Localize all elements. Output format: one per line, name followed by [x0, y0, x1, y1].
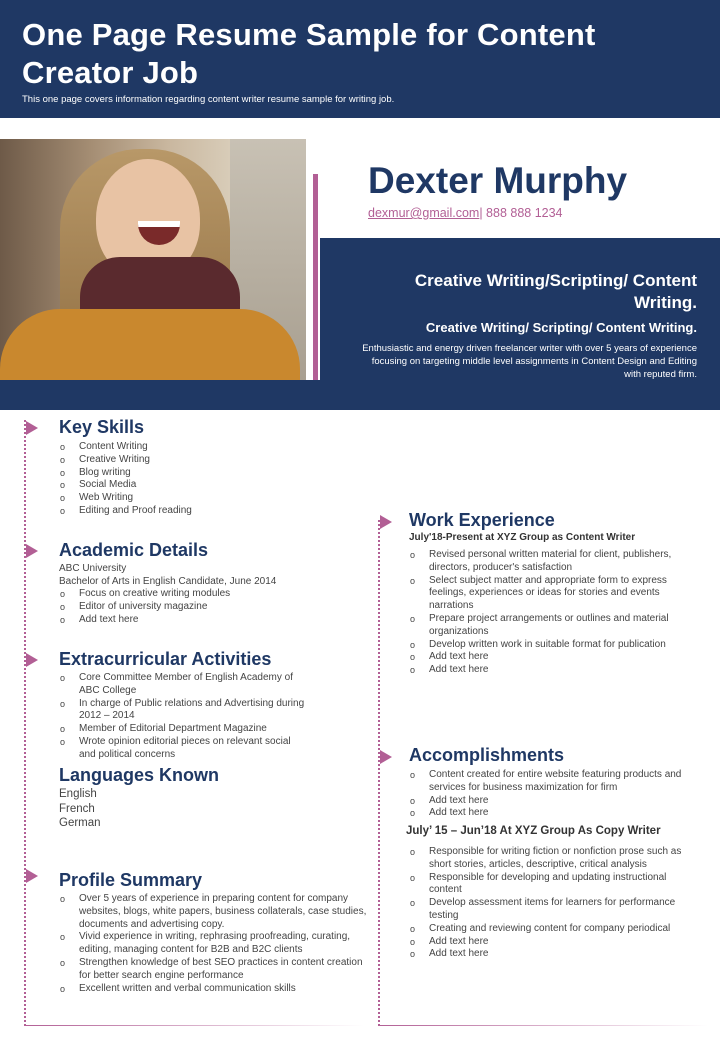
list-item: o Prepare project arrangements or outlines and material organizations	[409, 613, 699, 639]
key-skills-list	[59, 441, 359, 518]
list-item: o Add text here	[409, 936, 699, 949]
key-skills-marker-icon	[26, 421, 38, 435]
list-item: o Creative Writing	[59, 454, 359, 467]
list-item: o Editor of university magazine	[59, 601, 359, 614]
list-item: o Web Writing	[59, 492, 359, 505]
work-experience-role: July'18-Present at XYZ Group as Content Writer	[409, 532, 636, 543]
list-item: o Strengthen knowledge of best SEO practices in content creation for better search engine performance	[59, 957, 371, 983]
list-item: o Develop written work in suitable format for publication	[409, 639, 699, 652]
list-item: o Responsible for writing fiction or nonfiction prose such as short stories, articles, descriptive, critical analysis	[409, 846, 699, 872]
extracurricular-marker-icon	[26, 653, 38, 667]
list-item: o Social Media	[59, 479, 359, 492]
profile-summary-list	[59, 893, 371, 995]
academic-block	[59, 562, 359, 626]
candidate-name: Dexter Murphy	[368, 160, 628, 201]
list-item: o Over 5 years of experience in preparing content for company websites, blogs, white papers, business collaterals, case studies, documents and advertising copy.	[59, 893, 371, 931]
university: ABC University	[59, 563, 127, 574]
list-item: o In charge of Public relations and Advertising during 2012 – 2014	[59, 698, 309, 724]
languages-title: Languages Known	[59, 765, 220, 785]
extracurricular-title: Extracurricular Activities	[59, 649, 272, 669]
list-item: o Add text here	[409, 807, 699, 820]
profile-summary-marker-icon	[26, 869, 38, 883]
extracurricular-list	[59, 672, 309, 762]
accent-bar	[313, 174, 318, 380]
left-timeline	[24, 420, 26, 1026]
copywriter-role: July’ 15 – Jun’18 At XYZ Group As Copy Writer	[406, 825, 661, 837]
list-item: o Content Writing	[59, 441, 359, 454]
list-item: o Add text here	[409, 651, 699, 664]
list-item: o Vivid experience in writing, rephrasing proofreading, curating, editing, managing content for B2B and B2C clients	[59, 931, 371, 957]
degree: Bachelor of Arts in English Candidate, June 2014	[59, 576, 277, 587]
list-item: French	[59, 802, 95, 815]
list-item: o Add text here	[59, 614, 359, 627]
accomplishments-title: Accomplishments	[409, 745, 565, 765]
contact-line	[368, 206, 563, 220]
left-bottom-line	[24, 1025, 364, 1026]
academic-list	[59, 588, 359, 626]
list-item: o Blog writing	[59, 467, 359, 480]
email-link[interactable]: dexmur@gmail.com	[368, 206, 480, 220]
headline: Creative Writing/Scripting/ Content Writing.	[414, 271, 697, 312]
list-item: o Excellent written and verbal communication skills	[59, 983, 371, 996]
subheadline: Creative Writing/ Scripting/ Content Writing.	[425, 320, 697, 335]
academic-marker-icon	[26, 544, 38, 558]
page-title: One Page Resume Sample for Content Creator Job	[22, 17, 596, 90]
divider-band	[0, 380, 720, 410]
work-experience-list	[409, 549, 699, 677]
academic-title: Academic Details	[59, 540, 209, 560]
profile-photo	[0, 139, 306, 380]
list-item: o Add text here	[409, 948, 699, 961]
page-subtitle: This one page covers information regarding content writer resume sample for writing job.	[22, 94, 395, 105]
work-experience-title: Work Experience	[409, 510, 555, 530]
header-banner	[0, 0, 720, 118]
list-item: o Creating and reviewing content for company periodical	[409, 923, 699, 936]
list-item: o Focus on creative writing modules	[59, 588, 359, 601]
summary-text: Enthusiastic and energy driven freelancer writer with over 5 years of experience focusing on targeting middle level assignments in Content Design and Editing with reputed firm.	[362, 343, 697, 380]
list-item: o Core Committee Member of English Academy of ABC College	[59, 672, 309, 698]
languages-list	[59, 787, 101, 831]
phone-number: | 888 888 1234	[479, 206, 563, 220]
list-item: o Editing and Proof reading	[59, 505, 359, 518]
list-item: o Develop assessment items for learners for performance testing	[409, 897, 699, 923]
right-bottom-line	[378, 1025, 708, 1026]
copywriter-list	[409, 846, 699, 961]
accomplishments-marker-icon	[380, 750, 392, 764]
list-item: English	[59, 788, 97, 800]
list-item: o Add text here	[409, 664, 699, 677]
list-item: o Add text here	[409, 795, 699, 808]
key-skills-title: Key Skills	[59, 417, 145, 437]
list-item: o Revised personal written material for client, publishers, directors, producer's satisfaction	[409, 549, 699, 575]
work-experience-marker-icon	[380, 515, 392, 529]
profile-summary-title: Profile Summary	[59, 870, 203, 890]
list-item: o Responsible for developing and updating instructional content	[409, 872, 699, 898]
list-item: German	[59, 817, 101, 829]
list-item: o Member of Editorial Department Magazine	[59, 723, 309, 736]
list-item: o Select subject matter and appropriate form to express feelings, experiences or ideas for stories and events narrations	[409, 575, 699, 613]
right-timeline	[378, 520, 380, 1026]
list-item: o Content created for entire website featuring products and services for business maximization for firm	[409, 769, 699, 795]
list-item: o Wrote opinion editorial pieces on relevant social and political concerns	[59, 736, 309, 762]
accomplishments-list	[409, 769, 699, 820]
